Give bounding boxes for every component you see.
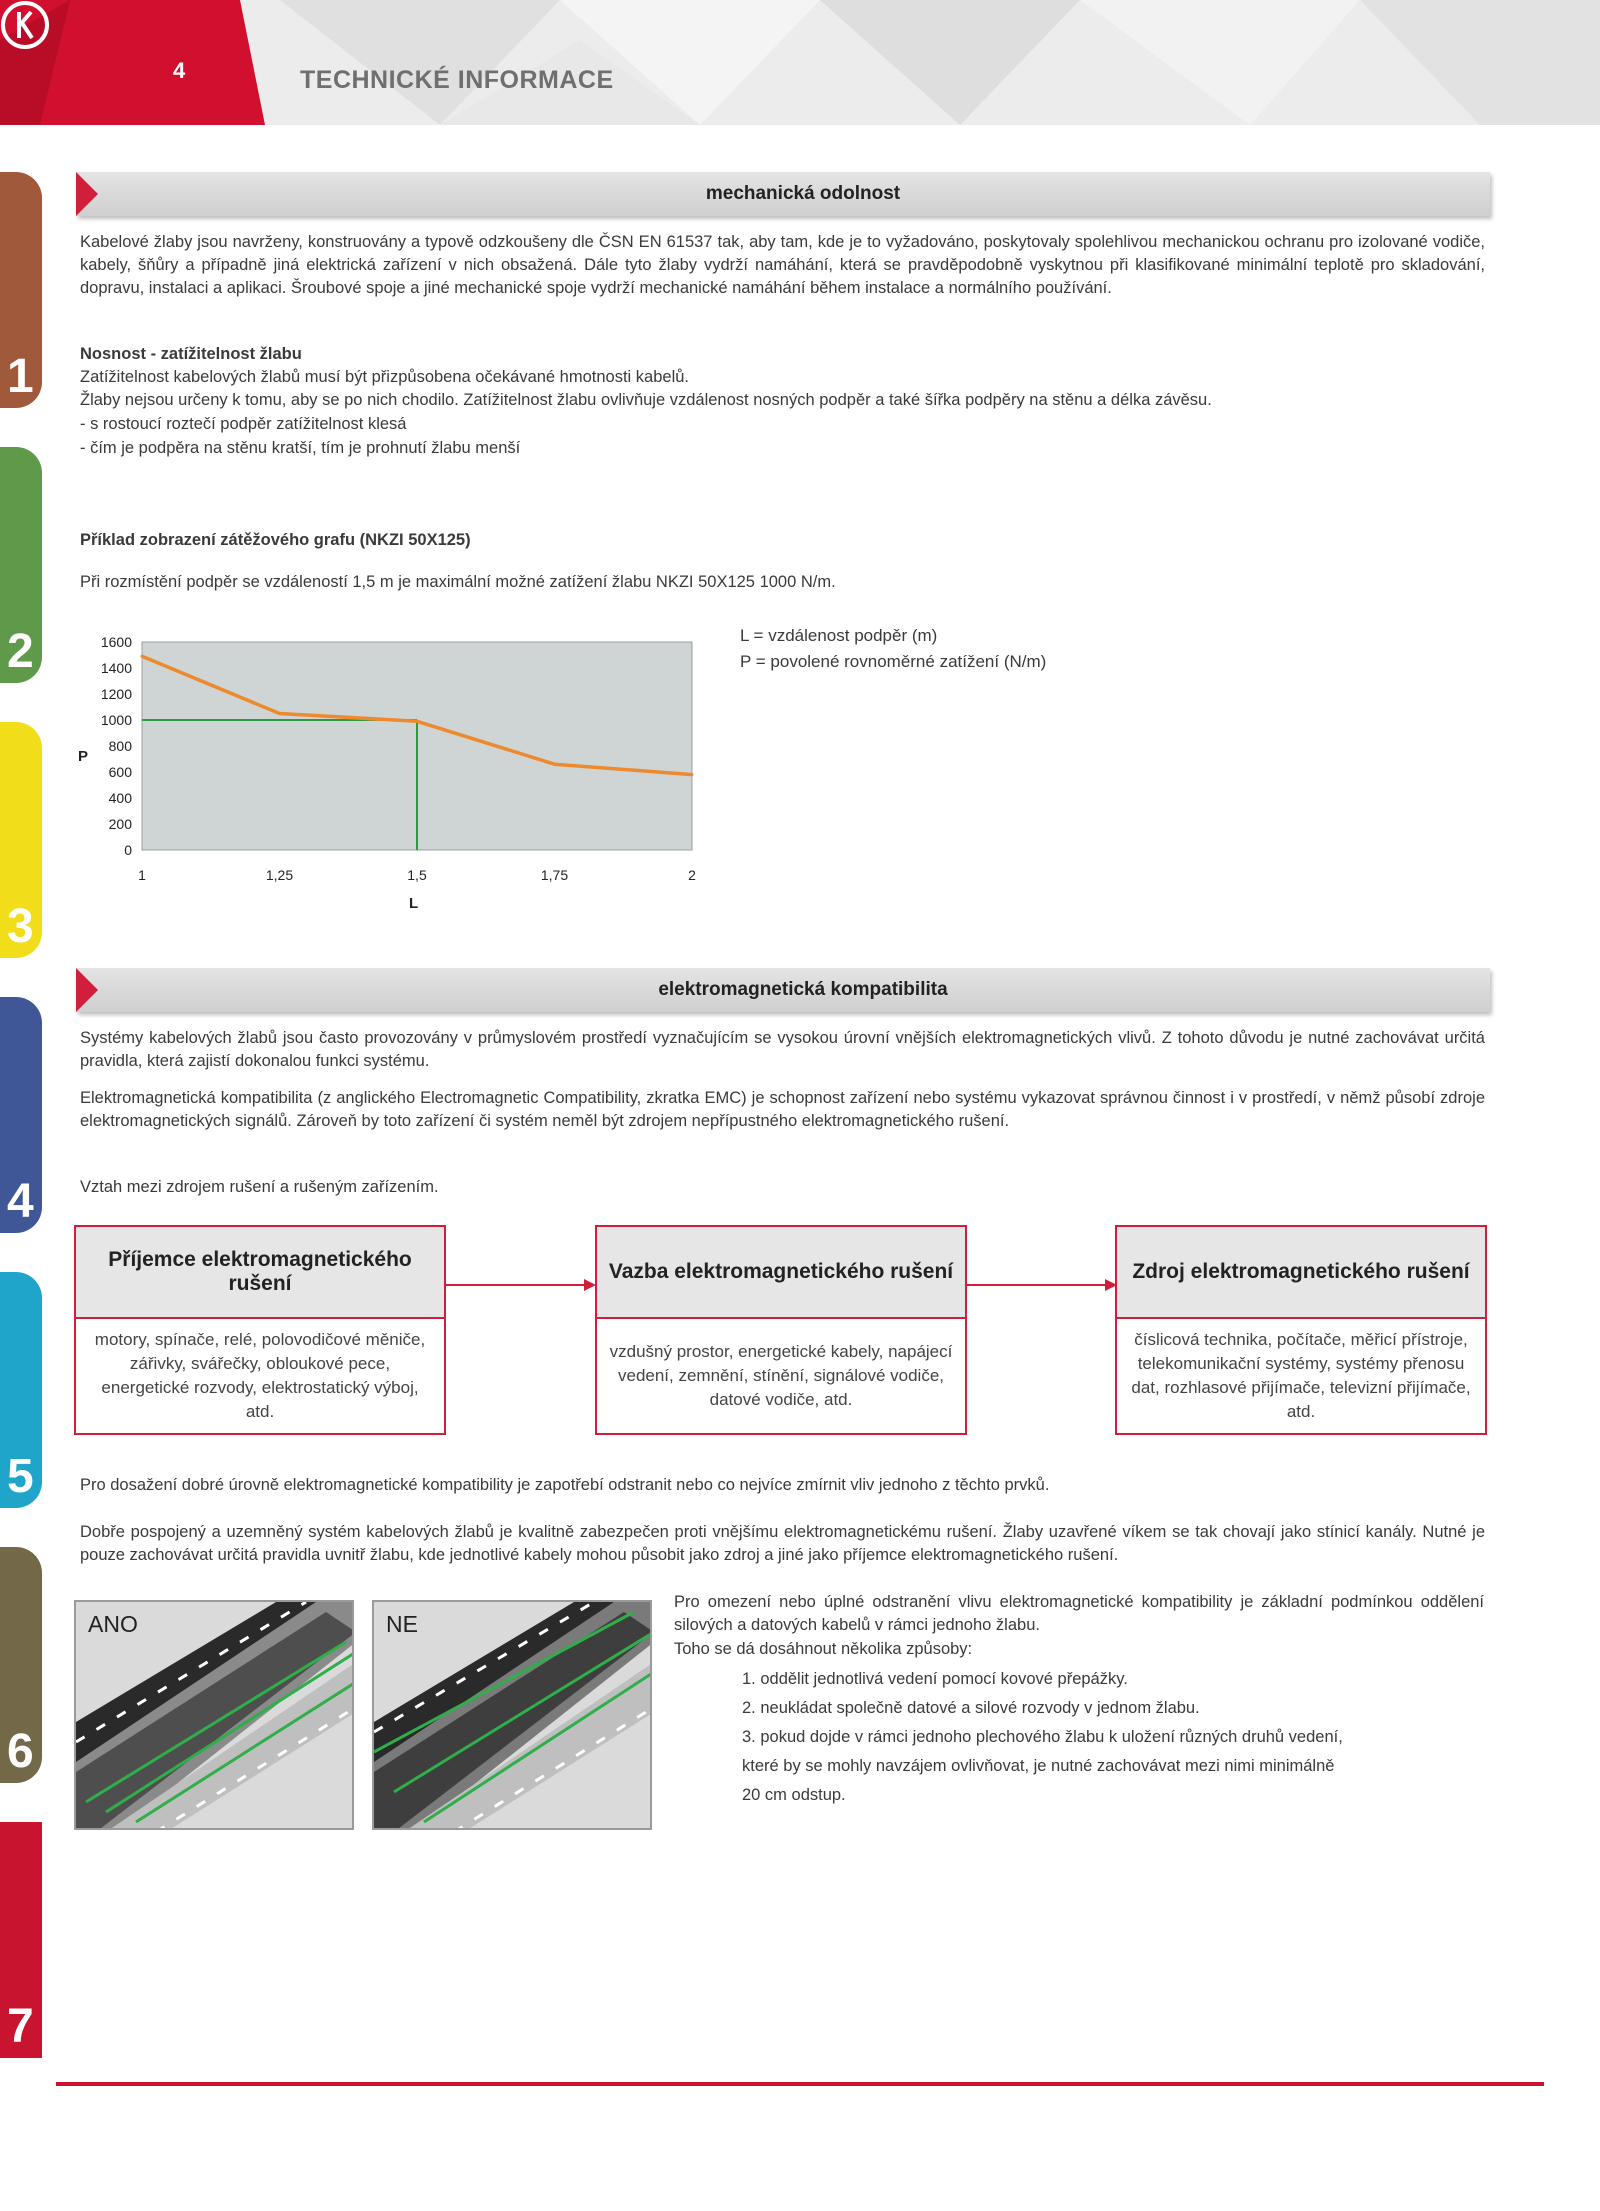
cable-tray-photo-yes: [74, 1600, 354, 1830]
flow-box-title: Vazba elektromagnetického rušení: [597, 1227, 965, 1319]
side-tab-2[interactable]: [0, 447, 42, 683]
load-line: Žlaby nejsou určeny k tomu, aby se po nich chodilo. Zatížitelnost žlabu ovlivňuje vzdálenost nosných podpěr a také šířka podpěry na stěnu a délka závěsu.: [80, 391, 1212, 409]
photo-label-no: NE: [386, 1611, 418, 1637]
way-item: 2. neukládat společně datové a silové rozvody v jednom žlabu.: [742, 1699, 1200, 1717]
flow-box-body: motory, spínače, relé, polovodičové měniče, zářivky, svářečky, obloukové pece, energetické rozvody, elektrostatický výboj, atd.: [94, 1330, 426, 1421]
data-point: [278, 712, 281, 715]
cable-tray-photo-no: [372, 1600, 652, 1830]
x-axis-label: L: [409, 895, 419, 912]
side-tab-5[interactable]: [0, 1272, 42, 1508]
header-background: [0, 0, 1600, 125]
page-number: 4: [173, 58, 186, 83]
side-tab-6[interactable]: [0, 1547, 42, 1783]
legend-line: L = vzdálenost podpěr (m): [740, 626, 938, 645]
side-tab-7[interactable]: [0, 1822, 42, 2058]
section-title-mechanical: mechanická odolnost: [705, 183, 901, 204]
y-tick-label: 1600: [100, 634, 132, 650]
y-axis-label: P: [78, 748, 89, 765]
y-tick-label: 800: [108, 738, 132, 754]
data-point: [141, 655, 144, 658]
flow-box-receiver: [74, 1225, 446, 1435]
side-tab-label: 7: [7, 2000, 34, 2053]
way-item: 3. pokud dojde v rámci jednoho plechového žlabu k uložení různých druhů vedení,: [742, 1728, 1343, 1746]
side-tab-label: 3: [7, 900, 34, 953]
flow-box-title: Zdroj elektromagnetického rušení: [1117, 1227, 1485, 1319]
flow-box-source: [1115, 1225, 1487, 1435]
legend-line: P = povolené rovnoměrné zatížení (N/m): [740, 652, 1047, 671]
page-header: [0, 0, 1600, 125]
emc-paragraph: Pro dosažení dobré úrovně elektromagnetické kompatibility je zapotřebí odstranit nebo co nejvíce zmírnit vliv jednoho z těchto prvků.: [80, 1476, 1050, 1494]
side-tab-label: 6: [7, 1725, 34, 1778]
example-heading: Příklad zobrazení zátěžového grafu (NKZI 50X125): [80, 531, 471, 549]
flow-box-coupling: [595, 1225, 967, 1435]
data-point: [416, 720, 419, 723]
flow-box-body: vzdušný prostor, energetické kabely, napájecí vedení, zemnění, stínění, signálové vodiče, datové vodiče, atd.: [609, 1342, 953, 1409]
load-heading: Nosnost - zatížitelnost žlabu: [80, 345, 302, 363]
y-tick-label: 200: [108, 816, 132, 832]
ways-intro: Toho se dá dosáhnout několika způsoby:: [674, 1640, 973, 1658]
cable-tray-image: [374, 1602, 652, 1830]
section-title-emc: elektromagnetická kompatibilita: [658, 979, 948, 1000]
mechanical-paragraph: Kabelové žlaby jsou navrženy, konstruovány a typově odzkoušeny dle ČSN EN 61537 tak, aby tam, kde je to vyžadováno, poskytovaly spolehlivou mechanickou ochranu pro izolované vodiče, kabely, šňůry a případně jiná elektrická zařízení v nich obsažená. Dále tyto žlaby vydrží namáhání, která se pravděpodobně vyskytnou při klasifikované minimální teplotě pro skladování, dopravu, instalaci a aplikaci. Šroubové spoje a jiné mechanické spoje vydrží mechanické namáhání během instalace a normálního používání.: [80, 233, 1485, 297]
y-tick-label: 600: [108, 764, 132, 780]
load-chart: [70, 620, 720, 920]
side-tab-label: 5: [7, 1450, 34, 1503]
example-text: Při rozmístění podpěr se vzdáleností 1,5 m je maximální možné zatížení žlabu NKZI 50X125 1000 N/m.: [80, 573, 836, 591]
load-line: - čím je podpěra na stěnu kratší, tím je prohnutí žlabu menší: [80, 439, 521, 457]
cable-tray-image: [76, 1602, 354, 1830]
x-tick-label: 1,25: [265, 867, 294, 883]
emc-paragraph: Systémy kabelových žlabů jsou často provozovány v průmyslovém prostředí vyznačujícím se vysokou úrovní vnějších elektromagnetických vlivů. Z tohoto důvodu je nutné zachovávat určitá pravidla, která zajistí dokonalou funkci systému.: [80, 1029, 1485, 1070]
side-tab-label: 4: [7, 1175, 34, 1228]
y-tick-label: 1200: [100, 686, 132, 702]
x-tick-label: 1: [138, 867, 146, 883]
x-tick-label: 1,5: [407, 867, 427, 883]
separation-text: Pro omezení nebo úplné odstranění vlivu elektromagnetické kompatibility je základní podmínkou oddělení silových a datových kabelů v rámci jednoho žlabu.: [674, 1593, 1484, 1634]
side-tab-4[interactable]: [0, 997, 42, 1233]
load-line: - s rostoucí roztečí podpěr zatížitelnost klesá: [80, 415, 407, 433]
way-item: 1. oddělit jednotlivá vedení pomocí kovové přepážky.: [742, 1670, 1128, 1688]
flow-box-body: číslicová technika, počítače, měřicí přístroje, telekomunikační systémy, systémy přenosu dat, rozhlasové přijímače, televizní přijímače, atd.: [1131, 1330, 1471, 1421]
footer-rule: [56, 2082, 1544, 2086]
side-tab-3[interactable]: [0, 722, 42, 958]
arrow-right-icon: [967, 1270, 1117, 1300]
x-tick-label: 1,75: [540, 867, 569, 883]
way-item: které by se mohly navzájem ovlivňovat, je nutné zachovávat mezi nimi minimálně: [742, 1757, 1335, 1775]
side-tab-label: 1: [7, 350, 34, 403]
side-tab-label: 2: [7, 625, 34, 678]
way-item: 20 cm odstup.: [742, 1786, 846, 1804]
photo-label-yes: ANO: [88, 1611, 138, 1637]
y-tick-label: 0: [124, 842, 132, 858]
y-tick-label: 400: [108, 790, 132, 806]
flow-box-title: Příjemce elektromagnetického rušení: [76, 1227, 444, 1319]
page-title: TECHNICKÉ INFORMACE: [300, 66, 614, 94]
y-tick-label: 1400: [100, 660, 132, 676]
y-tick-label: 1000: [100, 712, 132, 728]
side-tab-1[interactable]: [0, 172, 42, 408]
relation-text: Vztah mezi zdrojem rušení a rušeným zařízením.: [80, 1178, 439, 1196]
company-logo: [0, 0, 50, 50]
load-line: Zatížitelnost kabelových žlabů musí být přizpůsobena očekávané hmotnosti kabelů.: [80, 368, 690, 386]
data-point: [553, 763, 556, 766]
arrow-right-icon: [446, 1270, 596, 1300]
data-point: [691, 773, 694, 776]
emc-paragraph: Elektromagnetická kompatibilita (z anglického Electromagnetic Compatibility, zkratka EMC) je schopnost zařízení nebo systému vykazovat správnou činnost i v prostředí, v němž působí zdroje elektromagnetických signálů. Zároveň by toto zařízení či systém neměl být zdrojem nepřípustného elektromagnetického rušení.: [80, 1089, 1485, 1130]
emc-paragraph: Dobře pospojený a uzemněný systém kabelových žlabů je kvalitně zabezpečen proti vnějšímu elektromagnetickému rušení. Žlaby uzavřené víkem se tak chovají jako stínicí kanály. Nutné je pouze zachovávat určitá pravidla uvnitř žlabu, kde jednotlivé kabely mohou působit jako zdroj a jiné jako příjemce elektromagnetického rušení.: [80, 1523, 1485, 1564]
x-tick-label: 2: [688, 867, 696, 883]
